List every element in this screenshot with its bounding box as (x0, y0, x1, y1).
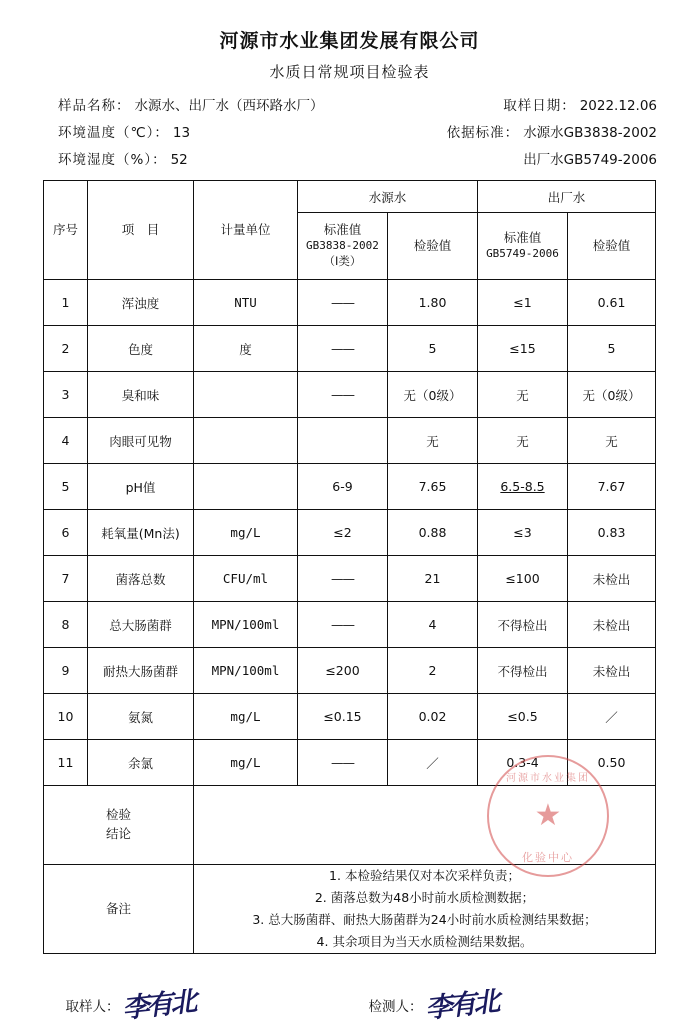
cell-unit: mg/L (193, 740, 297, 786)
temperature-group (58, 121, 190, 141)
standard-group (447, 121, 657, 141)
cell-unit: 度 (193, 326, 297, 372)
cell-no: 5 (43, 464, 87, 510)
cell-plant-standard: ≤15 (478, 326, 568, 372)
remark-content (193, 865, 655, 954)
conclusion-row (43, 786, 655, 865)
humidity-group (58, 148, 188, 168)
cell-source-value: 21 (387, 556, 477, 602)
cell-unit: MPN/100ml (193, 602, 297, 648)
signature-block (44, 976, 656, 1036)
cell-no: 2 (43, 326, 87, 372)
table-row (43, 740, 655, 786)
humidity-label: 环境湿度（%）： (58, 152, 167, 168)
table-group-header-row (43, 181, 655, 213)
stamp-top-text: 河源市水业集团 (506, 773, 590, 784)
cell-plant-value: 0.61 (568, 280, 656, 326)
remark-line: 2. 菌落总数为48小时前水质检测数据； (314, 889, 535, 905)
sampling-date-label: 取样日期： (503, 98, 576, 114)
remark-row (43, 865, 655, 954)
cell-source-standard: —— (297, 602, 387, 648)
header-plant-standard-l2: GB5749-2006 (486, 247, 559, 261)
table-row (43, 510, 655, 556)
header-source-standard-l2: GB3838-2002 (306, 239, 379, 253)
remark-line: 1. 本检验结果仅对本次采样负责； (329, 868, 520, 883)
cell-unit (193, 464, 297, 510)
cell-source-standard: ≤2 (297, 510, 387, 556)
meta-row-humidity (58, 148, 657, 168)
humidity-value: 52 (170, 152, 188, 168)
cell-source-value: 0.88 (387, 510, 477, 556)
remark-label: 备注 (43, 865, 193, 954)
header-source-value: 检验值 (387, 213, 477, 280)
cell-source-value: 2 (387, 648, 477, 694)
cell-plant-value: 0.83 (568, 510, 656, 556)
cell-source-standard: —— (297, 556, 387, 602)
cell-no: 6 (43, 510, 87, 556)
cell-plant-standard: 0.3-4 (478, 740, 568, 786)
sample-name-value: 水源水、出厂水（西环路水厂） (134, 98, 324, 114)
tester-signature-value: 李有北 (423, 985, 499, 1024)
sampler-label: 取样人： (65, 998, 120, 1015)
cell-no: 1 (43, 280, 87, 326)
cell-source-standard: 6-9 (297, 464, 387, 510)
table-row (43, 326, 655, 372)
report-subtitle: 水质日常规项目检验表 (269, 63, 430, 81)
header-group-plant-water: 出厂水 (478, 181, 656, 213)
cell-no: 8 (43, 602, 87, 648)
cell-source-value: 无（0级） (387, 372, 477, 418)
temperature-label: 环境温度（℃）： (58, 125, 169, 141)
cell-plant-standard: ≤3 (478, 510, 568, 556)
sample-name-group (58, 94, 324, 114)
results-table (43, 180, 656, 954)
cell-plant-value: 7.67 (568, 464, 656, 510)
cell-item: 总大肠菌群 (87, 602, 193, 648)
cell-plant-value: ／ (568, 694, 656, 740)
cell-plant-value: 未检出 (568, 602, 656, 648)
cell-source-standard: —— (297, 280, 387, 326)
cell-source-value: 1.80 (387, 280, 477, 326)
cell-item: 浑浊度 (87, 280, 193, 326)
cell-plant-standard: 不得检出 (478, 602, 568, 648)
header-source-standard-l1: 标准值 (323, 222, 362, 238)
standard-group-2 (519, 148, 657, 168)
cell-plant-standard: 无 (478, 418, 568, 464)
header-plant-standard-l1: 标准值 (503, 230, 542, 246)
cell-no: 3 (43, 372, 87, 418)
cell-unit: NTU (193, 280, 297, 326)
standard-label: 依据标准： (446, 125, 520, 141)
header-unit: 计量单位 (193, 181, 297, 280)
cell-source-standard: —— (297, 740, 387, 786)
cell-item: 氨氮 (87, 694, 193, 740)
cell-no: 7 (43, 556, 87, 602)
cell-plant-value: 5 (568, 326, 656, 372)
sampling-date-value: 2022.12.06 (579, 98, 657, 114)
report-page (0, 26, 699, 1024)
cell-plant-standard: 6.5-8.5 (478, 464, 568, 510)
table-row (43, 694, 655, 740)
cell-plant-standard: 无 (478, 372, 568, 418)
header-item: 项 目 (87, 181, 193, 280)
cell-no: 9 (43, 648, 87, 694)
table-row (43, 372, 655, 418)
cell-plant-value: 0.50 (568, 740, 656, 786)
conclusion-label-line1: 检验 (105, 807, 131, 823)
header-plant-standard (478, 213, 568, 280)
temperature-value: 13 (172, 125, 191, 141)
cell-source-standard: —— (297, 372, 387, 418)
meta-row-temperature (58, 121, 657, 141)
cell-unit: mg/L (193, 510, 297, 556)
cell-plant-standard: 不得检出 (478, 648, 568, 694)
sample-name-label: 样品名称： (58, 98, 131, 114)
cell-source-value: 5 (387, 326, 477, 372)
header-group-source-water: 水源水 (297, 181, 477, 213)
stamp-bottom-text: 化验中心 (522, 852, 574, 864)
table-row (43, 556, 655, 602)
cell-source-value: 7.65 (387, 464, 477, 510)
cell-plant-value: 无 (568, 418, 656, 464)
sampler-signature (65, 976, 196, 1024)
cell-item: 耐热大肠菌群 (87, 648, 193, 694)
header-plant-value: 检验值 (568, 213, 656, 280)
cell-item: 余氯 (87, 740, 193, 786)
sampling-date-group (503, 94, 657, 114)
cell-source-value: 4 (387, 602, 477, 648)
table-row (43, 418, 655, 464)
cell-item: 菌落总数 (87, 556, 193, 602)
meta-row-sample (58, 94, 657, 114)
cell-unit: mg/L (193, 694, 297, 740)
remark-line: 3. 总大肠菌群、耐热大肠菌群为24小时前水质检测结果数据； (252, 911, 597, 927)
standard-value-plant: 出厂水GB5749-2006 (523, 152, 657, 168)
cell-item: 色度 (87, 326, 193, 372)
cell-plant-value: 未检出 (568, 648, 656, 694)
cell-unit: CFU/ml (193, 556, 297, 602)
cell-item: 臭和味 (87, 372, 193, 418)
cell-unit: MPN/100ml (193, 648, 297, 694)
standard-value-source: 水源水GB3838-2002 (523, 125, 657, 141)
cell-plant-standard: ≤1 (478, 280, 568, 326)
cell-item: pH值 (87, 464, 193, 510)
cell-source-value: ／ (387, 740, 477, 786)
cell-source-standard: ≤200 (297, 648, 387, 694)
remark-line: 4. 其余项目为当天水质检测结果数据。 (316, 933, 533, 949)
cell-no: 10 (43, 694, 87, 740)
header-source-standard-l3: （Ⅰ类） (323, 254, 362, 269)
meta-block (0, 94, 699, 168)
tester-label: 检测人： (368, 998, 423, 1015)
cell-source-value: 0.02 (387, 694, 477, 740)
table-row (43, 464, 655, 510)
cell-item: 肉眼可见物 (87, 418, 193, 464)
cell-no: 4 (43, 418, 87, 464)
star-icon: ★ (534, 799, 562, 832)
header-no: 序号 (43, 181, 87, 280)
conclusion-label (43, 786, 193, 865)
conclusion-label-line2: 结论 (105, 826, 131, 841)
tester-signature (368, 976, 499, 1024)
cell-source-standard (297, 418, 387, 464)
cell-no: 11 (43, 740, 87, 786)
cell-plant-standard: ≤100 (478, 556, 568, 602)
table-row (43, 648, 655, 694)
table-row (43, 602, 655, 648)
sampler-signature-value: 李有北 (120, 985, 196, 1024)
header-source-standard (297, 213, 387, 280)
cell-source-value: 无 (387, 418, 477, 464)
cell-item: 耗氧量(Mn法) (87, 510, 193, 556)
cell-plant-value: 无（0级） (568, 372, 656, 418)
cell-source-standard: —— (297, 326, 387, 372)
cell-source-standard: ≤0.15 (297, 694, 387, 740)
cell-unit (193, 372, 297, 418)
cell-unit (193, 418, 297, 464)
cell-plant-standard: ≤0.5 (478, 694, 568, 740)
table-row (43, 280, 655, 326)
conclusion-value (193, 786, 655, 865)
cell-plant-value: 未检出 (568, 556, 656, 602)
page-title: 河源市水业集团发展有限公司 (219, 30, 480, 52)
